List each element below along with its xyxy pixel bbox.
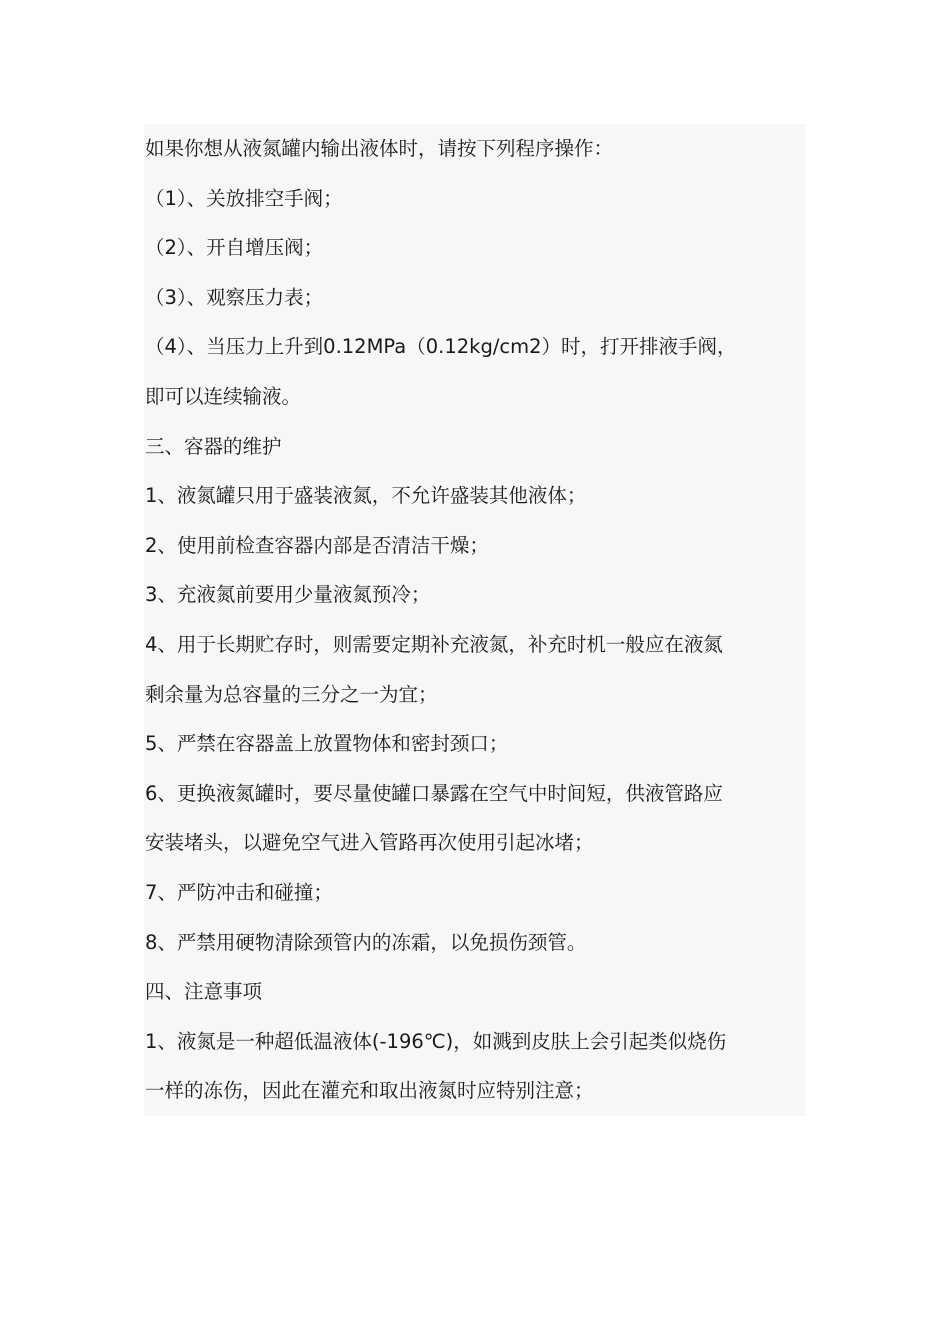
text-line-step-3: （3）、观察压力表； — [145, 285, 324, 309]
text-line-step-4: （4）、当压力上升到0.12MPa（0.12kg/cm2）时，打开排液手阀， — [145, 335, 737, 359]
text-line-maint-4: 4、用于长期贮存时，则需要定期补充液氮，补充时机一般应在液氮 — [145, 632, 723, 656]
text-line-maint-6: 6、更换液氮罐时，要尽量使罐口暴露在空气中时间短，供液管路应 — [145, 781, 723, 805]
section-heading-maintenance: 三、容器的维护 — [145, 434, 282, 458]
text-line-precaution-1-cont: 一样的冻伤，因此在灌充和取出液氮时应特别注意； — [145, 1079, 594, 1103]
text-line-maint-3: 3、充液氮前要用少量液氮预冷； — [145, 583, 431, 607]
text-line-maint-1: 1、液氮罐只用于盛装液氮，不允许盛装其他液体； — [145, 484, 587, 508]
text-line-maint-7: 7、严防冲击和碰撞； — [145, 880, 333, 904]
text-line-step-1: （1）、关放排空手阀； — [145, 186, 343, 210]
text-line-step-4-cont: 即可以连续输液。 — [145, 384, 302, 408]
text-line-precaution-1: 1、液氮是一种超低温液体(-196℃)，如溅到皮肤上会引起类似烧伤 — [145, 1029, 727, 1053]
text-line-maint-4-cont: 剩余量为总容量的三分之一为宜； — [145, 682, 438, 706]
text-line-maint-5: 5、严禁在容器盖上放置物体和密封颈口； — [145, 732, 509, 756]
text-line-step-2: （2）、开自增压阀； — [145, 236, 324, 260]
document-text-block — [144, 124, 806, 1116]
text-line-operation-intro: 如果你想从液氮罐内输出液体时，请按下列程序操作： — [145, 137, 614, 160]
section-heading-precautions: 四、注意事项 — [145, 980, 263, 1004]
text-line-maint-6-cont: 安装堵头，以避免空气进入管路再次使用引起冰堵； — [145, 831, 594, 855]
text-line-maint-2: 2、使用前检查容器内部是否清洁干燥； — [145, 533, 489, 557]
text-line-maint-8: 8、严禁用硬物清除颈管内的冻霜，以免损伤颈管。 — [145, 930, 587, 954]
